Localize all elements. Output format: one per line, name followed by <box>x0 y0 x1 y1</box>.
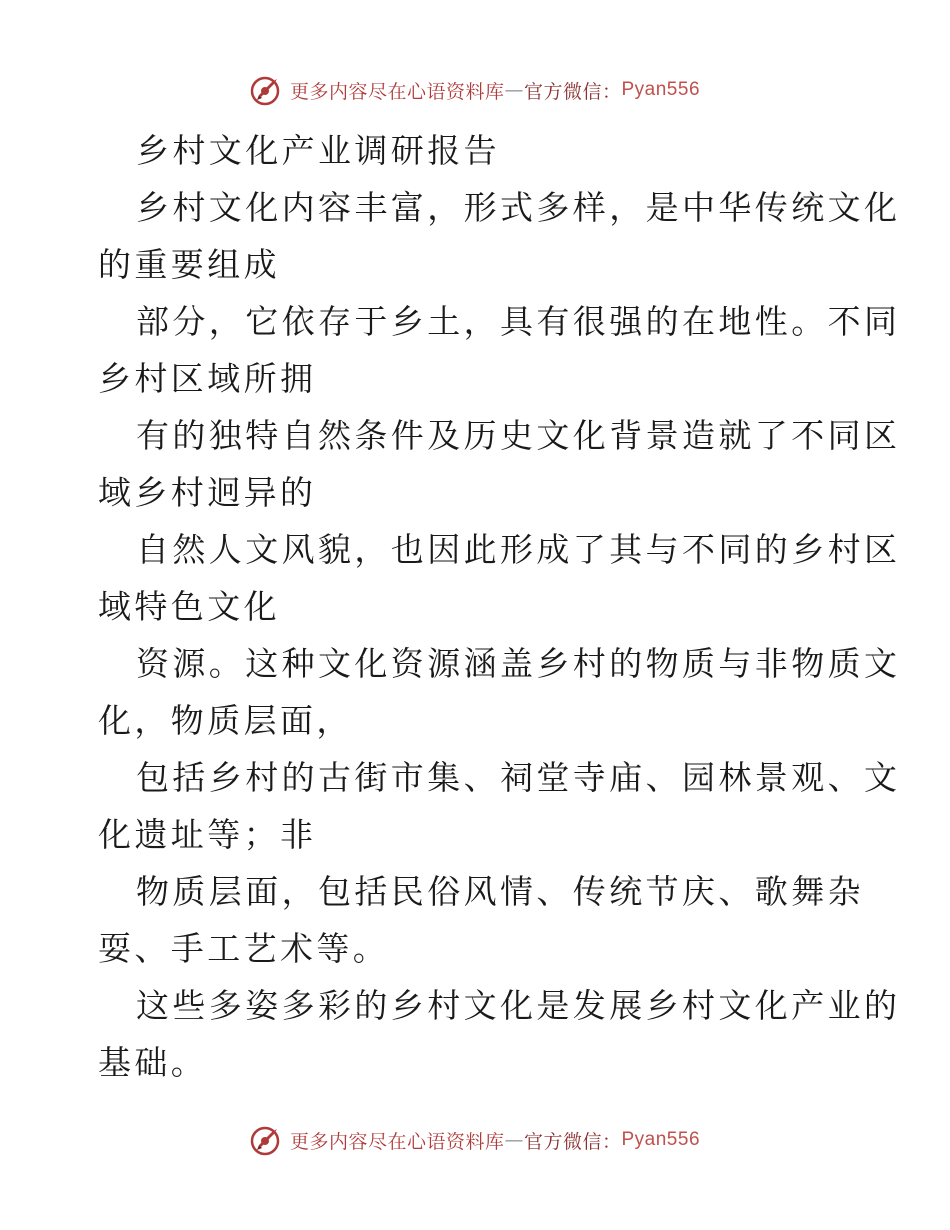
doc-line: 基础。 <box>98 1043 208 1082</box>
doc-line: 乡村文化内容丰富，形式多样，是中华传统文化 <box>136 188 901 227</box>
doc-line: 这些多姿多彩的乡村文化是发展乡村文化产业的 <box>136 986 901 1025</box>
doc-line: 资源。这种文化资源涵盖乡村的物质与非物质文 <box>136 644 901 683</box>
doc-line: 包括乡村的古街市集、祠堂寺庙、园林景观、文 <box>136 758 901 797</box>
document-body <box>98 122 901 1091</box>
doc-line: 乡村区域所拥 <box>98 359 317 398</box>
doc-title: 乡村文化产业调研报告 <box>136 131 500 170</box>
doc-line: 化，物质层面， <box>98 701 353 740</box>
banner-main-text: 更多内容尽在心语资料库 <box>289 1130 505 1153</box>
doc-line: 化遗址等；非 <box>98 815 317 854</box>
footer-banner <box>0 1120 950 1160</box>
banner-official-text: 官方微信： <box>523 1130 622 1153</box>
banner-wechat-id: Pyan556 <box>621 1129 701 1150</box>
doc-line: 的重要组成 <box>98 245 280 284</box>
pen-circle-icon <box>250 1123 284 1157</box>
banner-wechat-id: Pyan556 <box>621 79 701 100</box>
doc-line: 自然人文风貌，也因此形成了其与不同的乡村区 <box>136 530 901 569</box>
doc-line: 有的独特自然条件及历史文化背景造就了不同区 <box>136 416 901 455</box>
doc-line: 物质层面，包括民俗风情、传统节庆、歌舞杂 <box>136 872 864 911</box>
banner-official-text: 官方微信： <box>523 80 622 103</box>
doc-line: 域乡村迥异的 <box>98 473 317 512</box>
doc-line: 部分，它依存于乡土，具有很强的在地性。不同 <box>136 302 901 341</box>
banner-main-text: 更多内容尽在心语资料库 <box>289 80 505 103</box>
pen-circle-icon <box>250 73 284 107</box>
banner-dash: — <box>504 79 524 101</box>
doc-line: 域特色文化 <box>98 587 280 626</box>
banner-dash: — <box>504 1129 524 1151</box>
header-banner <box>0 70 950 110</box>
doc-line: 耍、手工艺术等。 <box>98 929 390 968</box>
